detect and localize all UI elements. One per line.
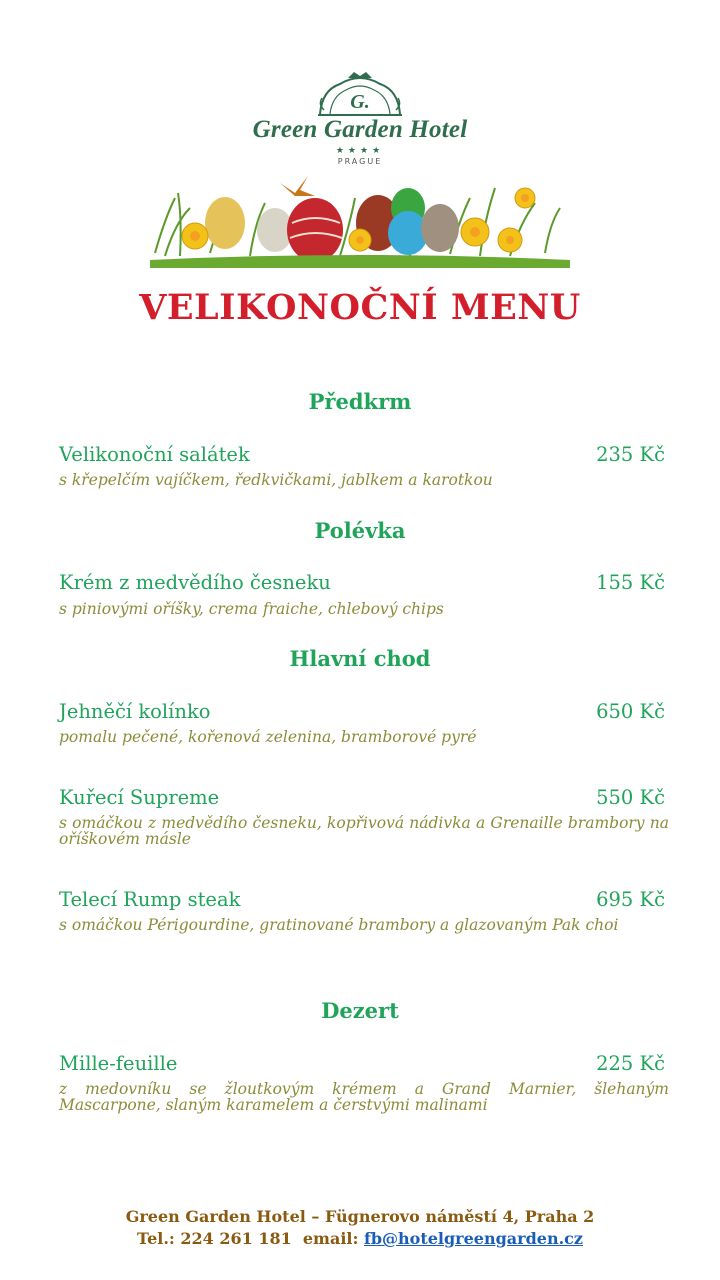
footer-tel: Tel.: 224 261 181 email: — [137, 1229, 364, 1248]
logo-letter: G. — [350, 91, 370, 113]
dish-name: Kuřecí Supreme — [59, 786, 220, 809]
dish-name: Telecí Rump steak — [59, 888, 241, 911]
dish-price: 695 Kč — [596, 888, 665, 911]
email-link[interactable]: fb@hotelgreengarden.cz — [363, 1229, 583, 1248]
dish-name: Jehněčí kolínko — [59, 700, 211, 723]
dish-price: 235 Kč — [596, 443, 665, 466]
dish-price: 650 Kč — [596, 700, 665, 723]
footer-contact — [0, 1229, 720, 1248]
section-title-predkrm: Předkrm — [308, 389, 412, 414]
easter-eggs-banner-icon — [150, 168, 570, 268]
dish-description: pomalu pečené, kořenová zelenina, bramborové pyré — [59, 728, 477, 746]
dish-price: 550 Kč — [596, 786, 665, 809]
logo-name: Green Garden Hotel — [252, 116, 468, 143]
dish-description: s křepelčím vajíčkem, ředkvičkami, jablkem a karotkou — [59, 471, 493, 489]
hotel-logo — [0, 70, 720, 166]
logo-city: PRAGUE — [337, 157, 383, 166]
section-title-polevka: Polévka — [314, 518, 406, 543]
dish-description: z medovníku se žloutkovým krémem a Grand Marnier, šlehaným Mascarpone, slaným karamelem a čerstvými malinami — [59, 1080, 669, 1114]
dish-description: s omáčkou Périgourdine, gratinované brambory a glazovaným Pak choi — [59, 916, 619, 934]
dish-price: 225 Kč — [596, 1052, 665, 1075]
dish-name: Velikonoční salátek — [59, 443, 250, 466]
dish-name: Mille-feuille — [59, 1052, 178, 1075]
dish-name: Krém z medvědího česneku — [59, 571, 331, 594]
section-title-hlavni-chod: Hlavní chod — [289, 646, 431, 671]
dish-price: 155 Kč — [596, 571, 665, 594]
logo-stars: ★★★★ — [335, 146, 385, 156]
dish-description: s piniovými oříšky, crema fraiche, chlebový chips — [59, 600, 444, 618]
section-title-dezert: Dezert — [321, 998, 399, 1023]
menu-title: VELIKONOČNÍ MENU — [139, 287, 581, 328]
footer-address: Green Garden Hotel – Fügnerovo náměstí 4, Praha 2 — [125, 1207, 595, 1226]
crest-icon — [310, 70, 410, 118]
dish-description: s omáčkou z medvědího česneku, kopřivová nádivka a Grenaille brambory na oříškovém másle — [59, 814, 669, 848]
